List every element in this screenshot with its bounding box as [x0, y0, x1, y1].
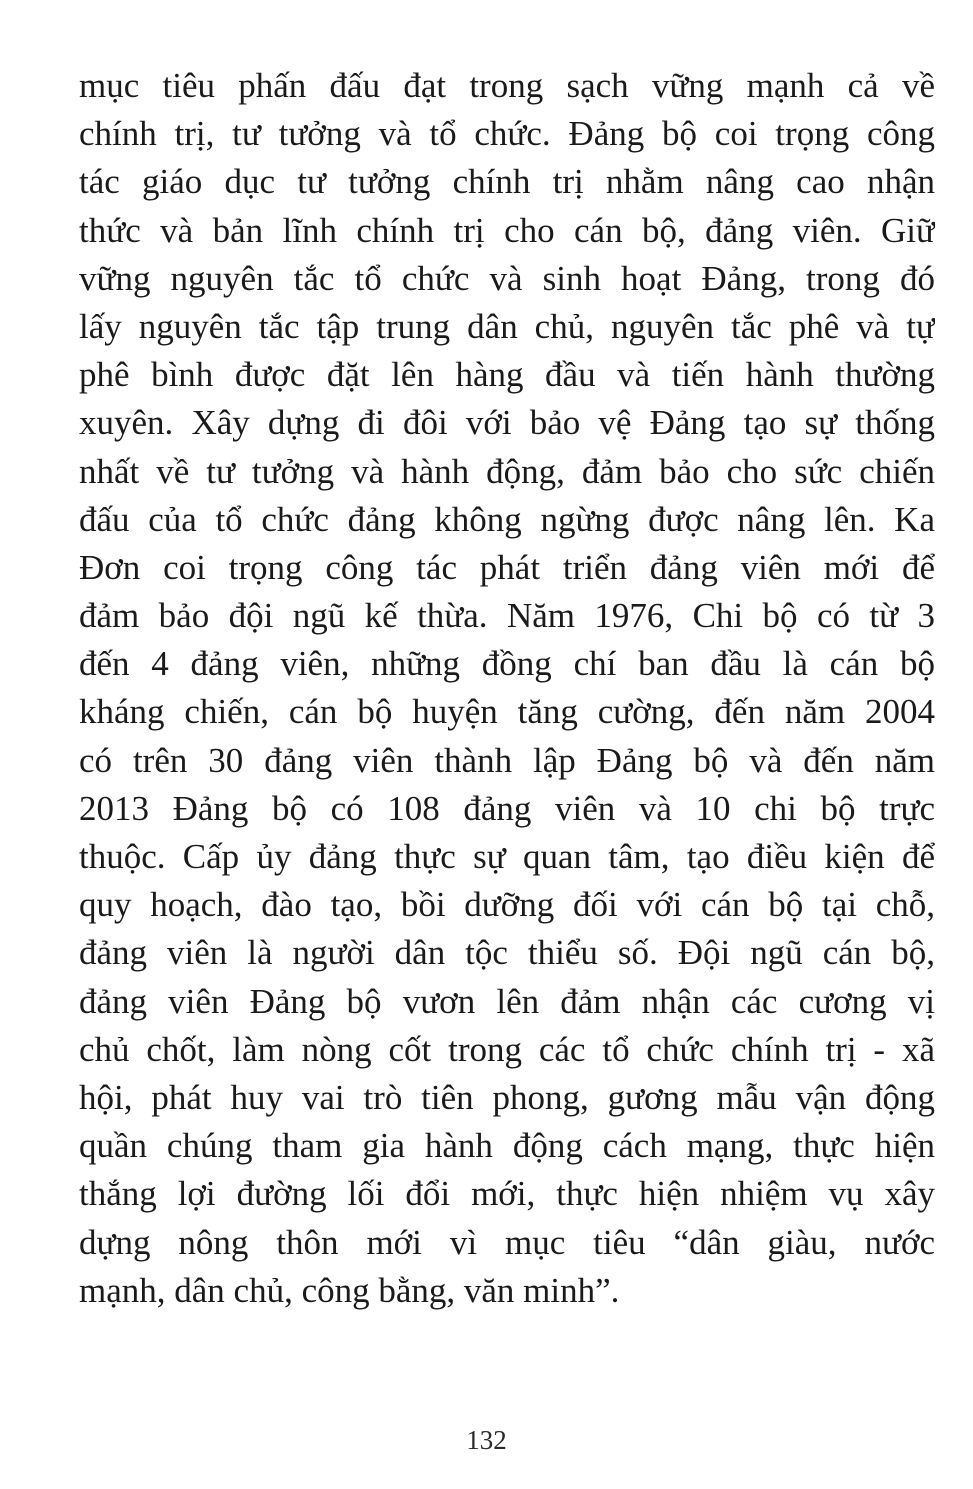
text-line-last: mạnh, dân chủ, công bằng, văn minh”. — [79, 1270, 620, 1310]
text-line: quần chúng tham gia hành động cách mạng, thực hiện — [79, 1126, 935, 1166]
text-line: có trên 30 đảng viên thành lập Đảng bộ và đến năm — [79, 740, 935, 780]
text-line: đấu của tổ chức đảng không ngừng được nâng lên. Ka — [79, 499, 935, 539]
body-paragraph — [79, 62, 935, 1315]
text-line: quy hoạch, đào tạo, bồi dưỡng đối với cán bộ tại chỗ, — [79, 885, 935, 925]
text-line: chính trị, tư tưởng và tổ chức. Đảng bộ coi trọng công — [79, 114, 935, 154]
text-line: nhất về tư tưởng và hành động, đảm bảo cho sức chiến — [79, 451, 935, 491]
text-line: thuộc. Cấp ủy đảng thực sự quan tâm, tạo điều kiện để — [79, 837, 935, 876]
text-line: thắng lợi đường lối đổi mới, thực hiện nhiệm vụ xây — [79, 1174, 935, 1214]
page-number: 132 — [466, 1425, 507, 1455]
text-line: tác giáo dục tư tưởng chính trị nhằm nâng cao nhận — [79, 162, 935, 202]
text-line: đảng viên là người dân tộc thiểu số. Đội ngũ cán bộ, — [79, 933, 935, 973]
text-line: chủ chốt, làm nòng cốt trong các tổ chức chính trị - xã — [79, 1029, 935, 1069]
text-line: vững nguyên tắc tổ chức và sinh hoạt Đảng, trong đó — [79, 258, 935, 298]
text-line: 2013 Đảng bộ có 108 đảng viên và 10 chi bộ trực — [79, 788, 935, 828]
text-line: thức và bản lĩnh chính trị cho cán bộ, đảng viên. Giữ — [79, 210, 935, 250]
text-line: xuyên. Xây dựng đi đôi với bảo vệ Đảng tạo sự thống — [79, 403, 935, 443]
text-line: Đơn coi trọng công tác phát triển đảng viên mới để — [79, 547, 935, 587]
text-line: đảng viên Đảng bộ vươn lên đảm nhận các cương vị — [79, 981, 935, 1021]
text-line: kháng chiến, cán bộ huyện tăng cường, đến năm 2004 — [79, 692, 935, 732]
text-line: hội, phát huy vai trò tiên phong, gương mẫu vận động — [79, 1077, 935, 1117]
text-line: dựng nông thôn mới vì mục tiêu “dân giàu, nước — [79, 1222, 935, 1262]
text-line: lấy nguyên tắc tập trung dân chủ, nguyên tắc phê và tự — [79, 306, 935, 346]
text-line: đảm bảo đội ngũ kế thừa. Năm 1976, Chi bộ có từ 3 — [79, 596, 935, 636]
text-line: mục tiêu phấn đấu đạt trong sạch vững mạnh cả về — [79, 66, 935, 105]
text-line: phê bình được đặt lên hàng đầu và tiến hành thường — [79, 355, 935, 395]
text-line: đến 4 đảng viên, những đồng chí ban đầu là cán bộ — [79, 644, 935, 684]
